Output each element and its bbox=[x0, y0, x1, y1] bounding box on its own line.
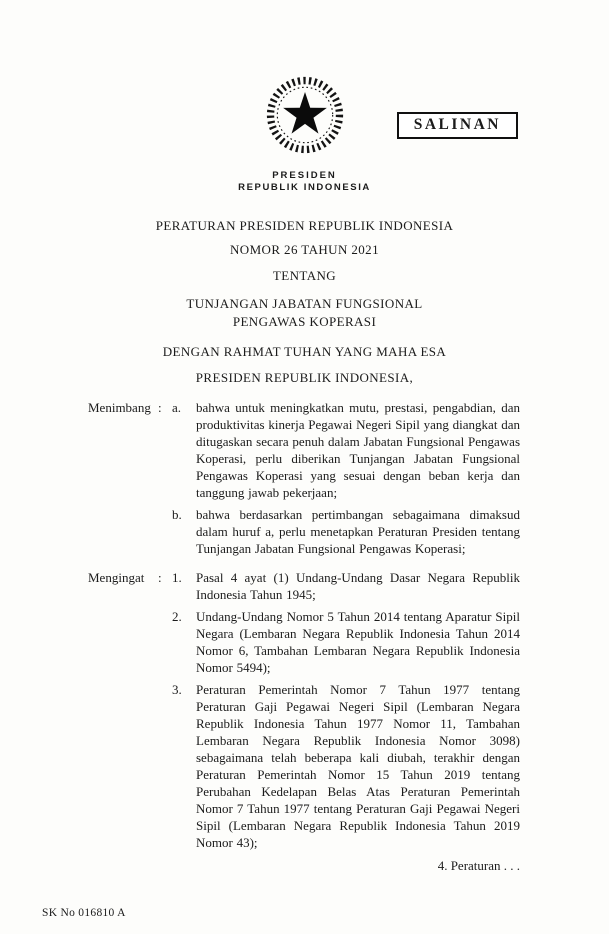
invocation-line: DENGAN RAHMAT TUHAN YANG MAHA ESA bbox=[162, 344, 447, 359]
clause-marker: 3. bbox=[172, 682, 182, 697]
menimbang-item-a bbox=[88, 399, 520, 501]
section-gap bbox=[88, 562, 520, 569]
mengingat-item-3 bbox=[88, 681, 520, 851]
title-block bbox=[0, 217, 609, 386]
menimbang-item-b bbox=[88, 506, 520, 557]
regulation-number: NOMOR 26 TAHUN 2021 bbox=[230, 242, 379, 257]
letterhead-presiden: PRESIDEN bbox=[272, 170, 337, 181]
menimbang-label: Menimbang bbox=[88, 400, 151, 415]
clause-text: Undang-Undang Nomor 5 Tahun 2014 tentang Aparatur Sipil Negara (Lembaran Negara Republik Indonesia Tahun 2014 Nomor 6, Tambahan Lembaran Negara Republik Indonesia Nomor 5494); bbox=[196, 609, 520, 675]
letterhead bbox=[0, 170, 609, 193]
mengingat-separator: : bbox=[158, 570, 162, 585]
subject-line-2: PENGAWAS KOPERASI bbox=[232, 314, 377, 329]
clause-marker: b. bbox=[172, 507, 182, 522]
clause-marker: a. bbox=[172, 400, 182, 415]
page-catchword: 4. Peraturan . . . bbox=[437, 858, 520, 873]
regulation-title: PERATURAN PRESIDEN REPUBLIK INDONESIA bbox=[155, 218, 454, 233]
mengingat-item-2 bbox=[88, 608, 520, 676]
menimbang-separator: : bbox=[158, 400, 162, 415]
about-label: TENTANG bbox=[272, 268, 337, 283]
letterhead-republik-indonesia: REPUBLIK INDONESIA bbox=[238, 182, 371, 193]
seal-container bbox=[0, 0, 609, 167]
clause-text: Peraturan Pemerintah Nomor 7 Tahun 1977 tentang Peraturan Gaji Pegawai Negeri Sipil (Lembaran Negara Republik Indonesia Tahun 1977 Nomor 11, Tambahan Lembaran Negara Republik Indonesia Nomor 3098) sebagaimana telah beberapa kali diubah, terakhir dengan Peraturan Pemerintah Nomor 15 Tahun 2019 tentang Perubahan Kedelapan Belas Atas Peraturan Pemerintah Nomor 7 Tahun 1977 tentang Peraturan Gaji Pegawai Negeri Sipil (Lembaran Negara Republik Indonesia Tahun 2019 Nomor 43); bbox=[196, 682, 520, 850]
salinan-stamp bbox=[397, 112, 518, 139]
mengingat-item-1 bbox=[88, 569, 520, 603]
document-code: SK No 016810 A bbox=[42, 907, 126, 919]
presidential-star-seal-icon bbox=[258, 149, 352, 166]
clause-text: bahwa berdasarkan pertimbangan sebagaimana dimaksud dalam huruf a, perlu menetapkan Peraturan Presiden tentang Tunjangan Jabatan Fungsional Pengawas Koperasi; bbox=[196, 507, 520, 556]
mengingat-label: Mengingat bbox=[88, 570, 145, 585]
salinan-stamp-label: SALINAN bbox=[413, 116, 501, 133]
authority-line: PRESIDEN REPUBLIK INDONESIA, bbox=[195, 370, 414, 385]
clause-marker: 2. bbox=[172, 609, 182, 624]
clause-text: bahwa untuk meningkatkan mutu, prestasi, pengabdian, dan produktivitas kinerja Pegawai Negeri Sipil yang diangkat dan ditugaskan secara penuh dalam Jabatan Fungsional Pengawas Koperasi, perlu diberikan Tunjangan Jabatan Fungsional Pengawas Koperasi yang sesuai dengan beban kerja dan tanggung jawab pekerjaan; bbox=[196, 400, 520, 500]
clause-marker: 1. bbox=[172, 570, 182, 585]
clause-text: Pasal 4 ayat (1) Undang-Undang Dasar Negara Republik Indonesia Tahun 1945; bbox=[196, 570, 520, 602]
document-body bbox=[88, 399, 520, 851]
subject-line-1: TUNJANGAN JABATAN FUNGSIONAL bbox=[186, 296, 423, 311]
